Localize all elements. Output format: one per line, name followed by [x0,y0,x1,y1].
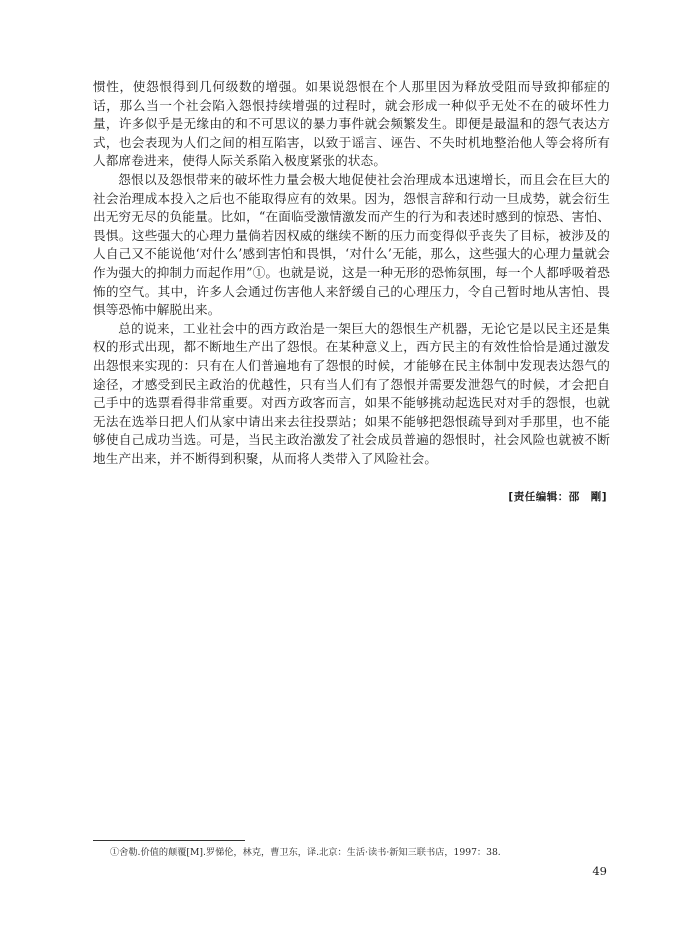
paragraph-conclusion: 总的说来，工业社会中的西方政治是一架巨大的怨恨生产机器，无论它是以民主还是集权的形式出现，都不断地生产出了怨恨。在某种意义上，西方民主的有效性恰恰是通过激发出怨恨来实现的：只有在人们普遍地有了怨恨的时候，才能够在民主体制中发现表达怨气的途径，才感受到民主政治的优越性，只有当人们有了怨恨并需要发泄怨气的时候，才会把自己手中的选票看得非常重要。对西方政客而言，如果不能够挑动起选民对对手的怨恨，也就无法在选举日把人们从家中请出来去往投票站；如果不能够把怨恨疏导到对手那里，也不能够使自己成功当选。可是，当民主政治激发了社会成员普遍的怨恨时，社会风险也就被不断地生产出来，并不断得到积聚，从而将人类带入了风险社会。 [93,320,610,466]
article-body [93,78,610,468]
responsible-editor: [责任编辑：邵 剛] [508,491,607,503]
footnote: ①舍勒.价值的颠覆[M].罗悌伦，林克，曹卫东，译.北京：生活·读书·新知三联书店，1997：38. [110,847,501,858]
paragraph-governance-cost: 怨恨以及怨恨带来的破坏性力量会极大地促使社会治理成本迅速增长，而且会在巨大的社会治理成本投入之后也不能取得应有的效果。因为，怨恨言辞和行动一旦成势，就会衍生出无穷无尽的负能量。比如，“在面临受激情激发而产生的行为和表述时感到的惊恐、害怕、畏惧。这些强大的心理力量倘若因权威的继续不断的压力而变得似乎丧失了目标，被涉及的人自己又不能说他‘对什么’感到害怕和畏惧，‘对什么’无能，那么，这些强大的心理力量就会作为强大的抑制力而起作用”①。也就是说，这是一种无形的恐怖氛围，每一个人都呼吸着恐怖的空气。其中，许多人会通过伤害他人来舒缓自己的心理压力，令自己暂时地从害怕、畏惧等恐怖中解脱出来。 [93,171,610,318]
footnote-divider [93,840,245,841]
paragraph-continuation: 惯性，使怨恨得到几何级数的增强。如果说怨恨在个人那里因为释放受阻而导致抑郁症的话，那么当一个社会陷入怨恨持续增强的过程时，就会形成一种似乎无处不在的破坏性力量，许多似乎是无缘由的和不可思议的暴力事件就会频繁发生。即便是最温和的怨气表达方式，也会表现为人们之间的相互陷害，以致于谣言、诬告、不失时机地整治他人等会将所有人都席卷进来，使得人际关系陷入极度紧张的状态。 [93,79,610,169]
page-number: 49 [592,864,607,878]
